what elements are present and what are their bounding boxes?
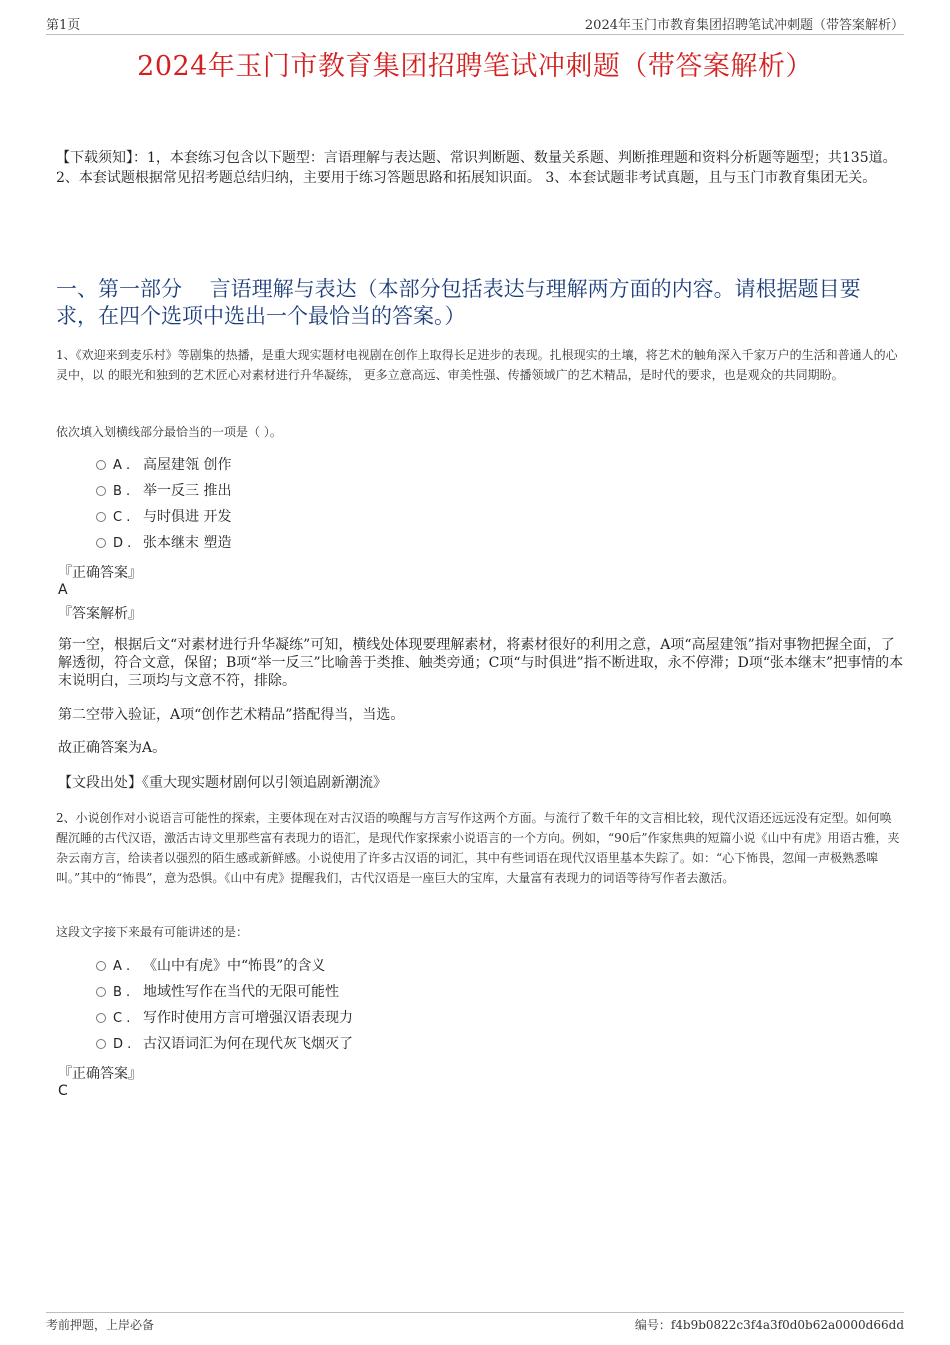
option-b[interactable]: B . 举一反三 推出 xyxy=(96,478,231,504)
source-citation: 【文段出处】《重大现实题材剧何以引领追剧新潮流》 xyxy=(58,775,387,791)
correct-answer: C xyxy=(58,1083,68,1099)
analysis-label: 『答案解析』 xyxy=(58,606,142,622)
option-a[interactable]: A . 高屋建瓴 创作 xyxy=(96,452,231,478)
page-footer xyxy=(46,1312,904,1332)
download-notice: 【下载须知】：1，本套练习包含以下题型：言语理解与表达题、常识判断题、数量关系题、判断推理题和资料分析题等题型；共135道。 2、本套试题根据常见招考题总结归纳，主要用于练习答题思路和拓展知识面。 3、本套试题非考试真题，且与玉门市教育集团无关。 xyxy=(56,150,897,186)
radio-icon[interactable] xyxy=(96,1013,106,1023)
question-2-options xyxy=(96,953,353,1057)
correct-answer-label: 『正确答案』 xyxy=(58,1066,142,1082)
document-title: 2024年玉门市教育集团招聘笔试冲刺题（带答案解析） xyxy=(137,51,813,82)
question-1-text: 1、《欢迎来到麦乐村》等剧集的热播，是重大现实题材电视剧在创作上取得长足进步的表现。扎根现实的土壤，将艺术的触角深入千家万户的生活和普通人的心灵中，以 的眼光和独到的艺术匠心对素材进行升华凝练， 更多立意高远、审美性强、传播领域广的艺术精品，是时代的要求，也是观众的共同期盼。 xyxy=(56,348,898,382)
radio-icon[interactable] xyxy=(96,987,106,997)
radio-icon[interactable] xyxy=(96,460,106,470)
option-d[interactable]: D . 张本继末 塑造 xyxy=(96,530,231,556)
analysis-paragraph: 故正确答案为A。 xyxy=(58,740,167,756)
running-title: 2024年玉门市教育集团招聘笔试冲刺题（带答案解析） xyxy=(584,18,904,33)
radio-icon[interactable] xyxy=(96,512,106,522)
analysis-paragraph: 第一空，根据后文“对素材进行升华凝练”可知，横线处体现要理解素材，将素材很好的利用之意，A项“高屋建瓴”指对事物把握全面，了解透彻，符合文意，保留；B项“举一反三”比喻善于类推、触类旁通；C项“与时俱进”指不断进取，永不停滞；D项“张本继末”把事情的本末说明白，三项均与文意不符，排除。 xyxy=(58,637,904,689)
radio-icon[interactable] xyxy=(96,1039,106,1049)
question-1-options xyxy=(96,452,231,556)
page-number: 第1页 xyxy=(46,18,81,33)
radio-icon[interactable] xyxy=(96,538,106,548)
option-a[interactable]: A . 《山中有虎》中“怖畏”的含义 xyxy=(96,953,353,979)
analysis-paragraph: 第二空带入验证，A项“创作艺术精品”搭配得当，当选。 xyxy=(58,707,405,723)
question-2-prompt: 这段文字接下来最有可能讲述的是： xyxy=(56,925,249,939)
option-c[interactable]: C . 与时俱进 开发 xyxy=(96,504,231,530)
question-1-prompt: 依次填入划横线部分最恰当的一项是（ ）。 xyxy=(56,425,282,439)
document-code: 编号：f4b9b0822c3f4a3f0d0b62a0000d66dd xyxy=(634,1318,904,1332)
section-heading: 一、第一部分 言语理解与表达（本部分包括表达与理解两方面的内容。请根据题目要求，在四个选项中选出一个最恰当的答案。） xyxy=(56,277,861,328)
correct-answer: A xyxy=(58,582,68,598)
radio-icon[interactable] xyxy=(96,486,106,496)
correct-answer-label: 『正确答案』 xyxy=(58,565,142,581)
radio-icon[interactable] xyxy=(96,961,106,971)
option-b[interactable]: B . 地域性写作在当代的无限可能性 xyxy=(96,979,353,1005)
footer-slogan: 考前押题，上岸必备 xyxy=(46,1318,155,1332)
page-header xyxy=(46,14,904,35)
question-2-text: 2、小说创作对小说语言可能性的探索，主要体现在对古汉语的唤醒与方言写作这两个方面。与流行了数千年的文言相比较，现代汉语还远远没有定型。如何唤醒沉睡的古代汉语，激活古诗文里那些富有表现力的语汇，是现代作家探索小说语言的一个方向。例如，“90后”作家焦典的短篇小说《山中有虎》用语古雅，夹杂云南方言，给读者以强烈的陌生感或新鲜感。小说使用了许多古汉语的词汇，其中有些词语在现代汉语里基本失踪了。如：“心下怖畏，忽闻一声极熟悉嗥叫。”其中的“怖畏”，意为恐惧。《山中有虎》提醒我们，古代汉语是一座巨大的宝库，大量富有表现力的词语等待写作者去激活。 xyxy=(56,811,900,885)
option-d[interactable]: D . 古汉语词汇为何在现代灰飞烟灭了 xyxy=(96,1031,353,1057)
option-c[interactable]: C . 写作时使用方言可增强汉语表现力 xyxy=(96,1005,353,1031)
